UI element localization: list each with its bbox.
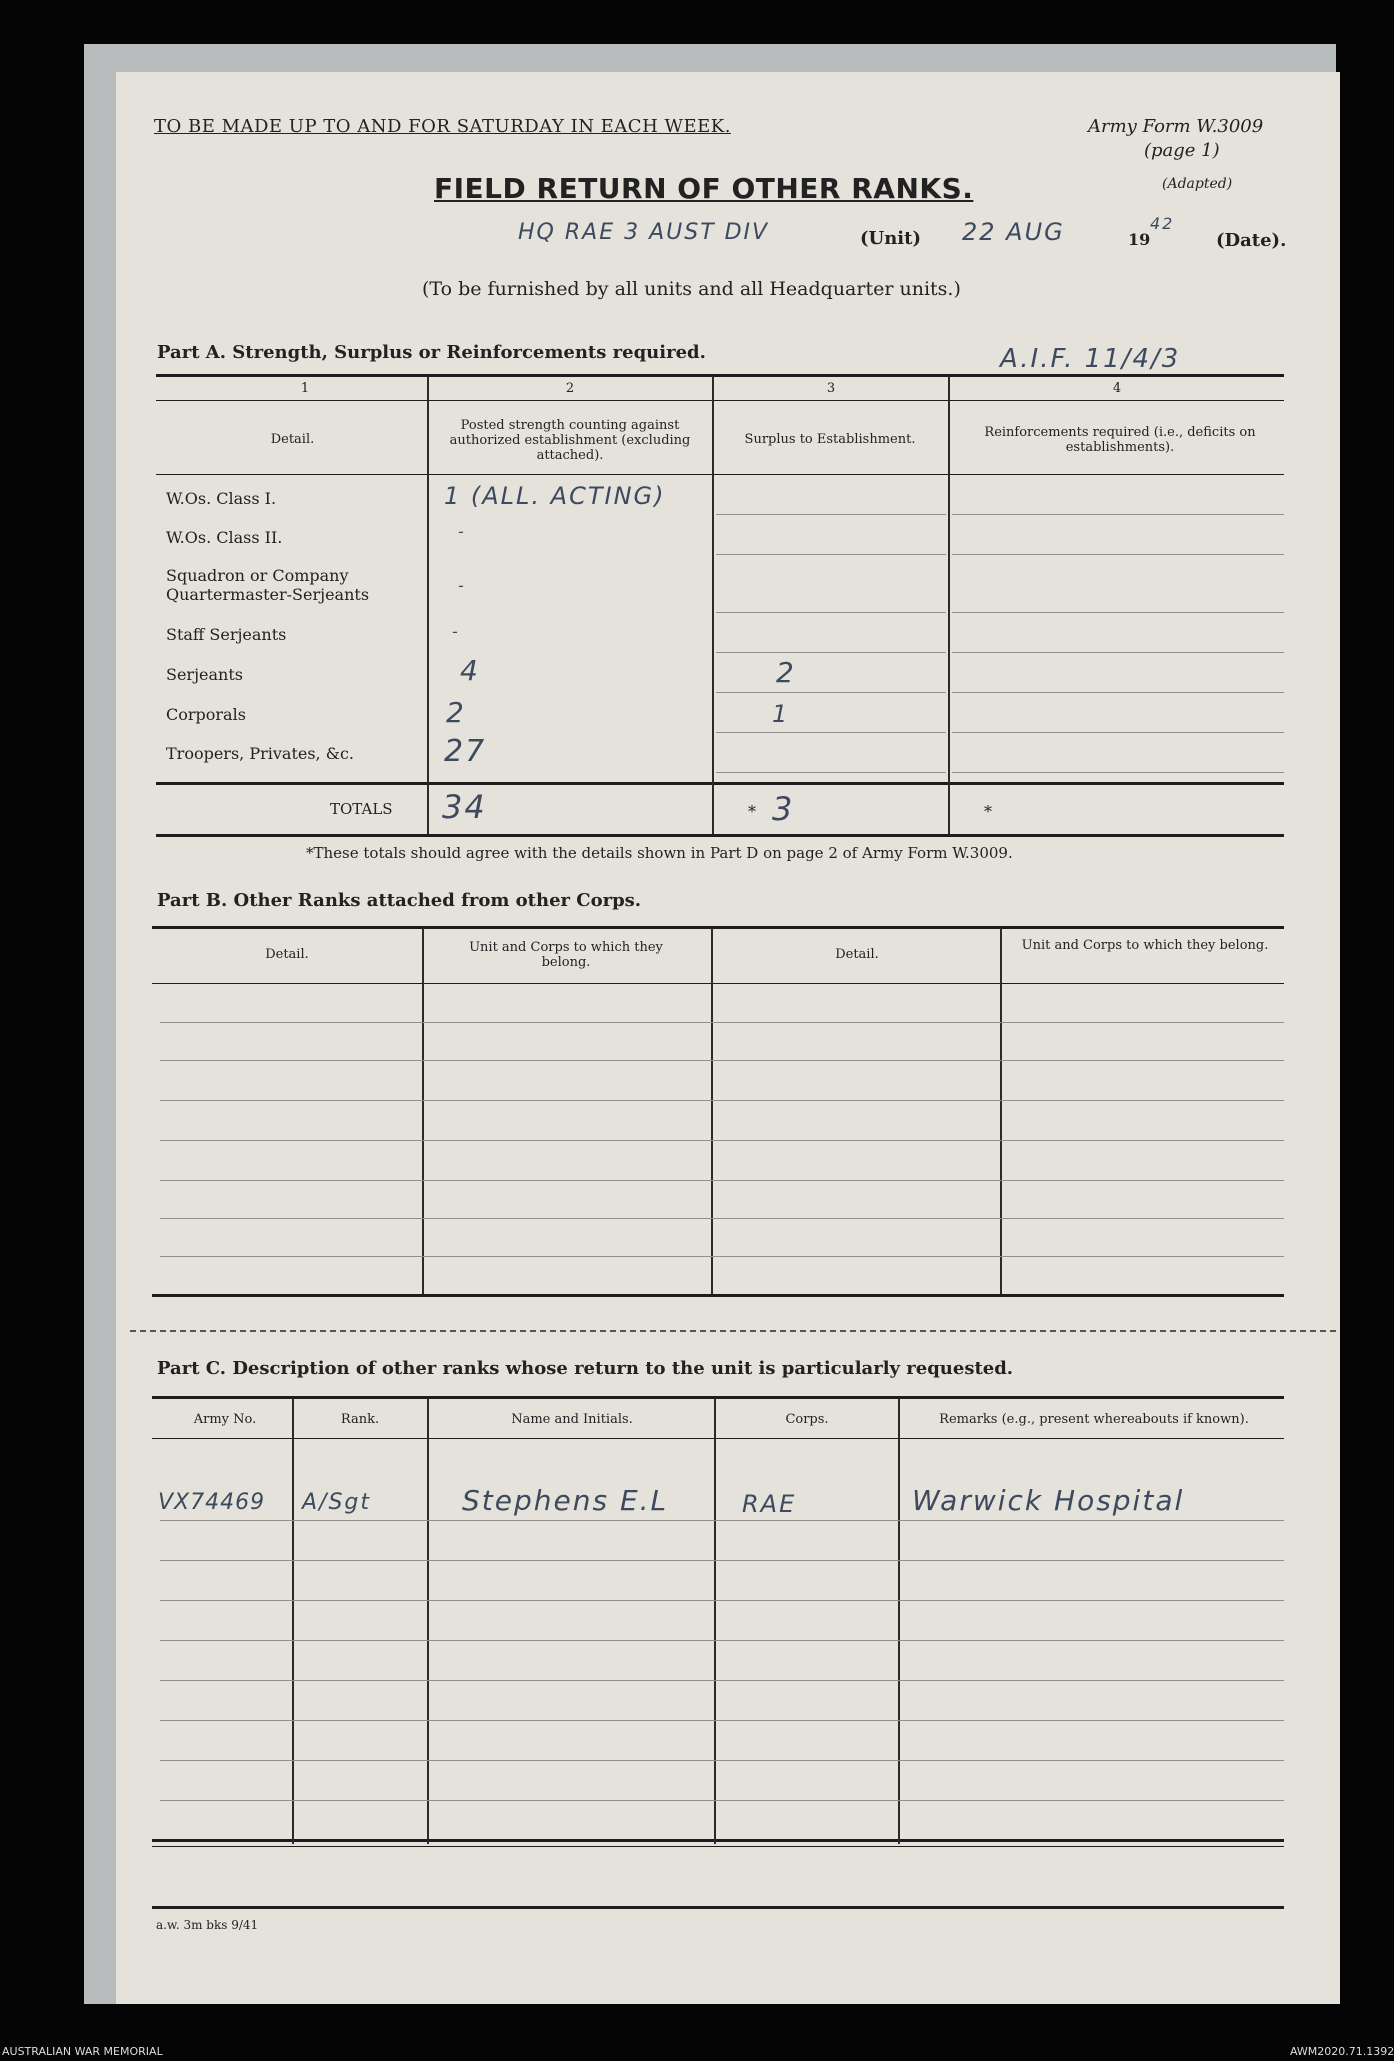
page-label: (page 1)	[1144, 140, 1220, 161]
part-b-col-unit-2: Unit and Corps to which they belong.	[1021, 938, 1269, 953]
col-num-3: 3	[826, 381, 836, 396]
handwritten-date: 22 AUG	[962, 218, 1065, 246]
entry-name: Stephens E.L	[462, 1484, 669, 1517]
part-c-col-army-no: Army No.	[193, 1412, 257, 1427]
col-num-4: 4	[1112, 381, 1122, 396]
part-a-footnote: *These totals should agree with the details shown in Part D on page 2 of Army Form W.3009.	[306, 844, 1013, 862]
row-cqms-label: Squadron or Company Quartermaster-Serjeants	[166, 566, 370, 604]
part-b-col-detail-2: Detail.	[835, 947, 879, 962]
year-prefix: 19	[1128, 230, 1151, 249]
footer-right: AWM2020.71.1392	[1290, 2045, 1394, 2058]
total-surplus: 3	[772, 790, 795, 828]
part-c-col-name: Name and Initials.	[511, 1412, 633, 1427]
furnish-note: (To be furnished by all units and all Headquarter units.)	[422, 278, 961, 300]
part-b-heading: Part B. Other Ranks attached from other Corps.	[157, 890, 642, 911]
adapted-label: (Adapted)	[1162, 176, 1233, 192]
part-a-col-reinforcements: Reinforcements required (i.e., deficits on establishments).	[984, 425, 1256, 455]
posted-staff-serjeants: -	[452, 622, 460, 641]
unit-label: (Unit)	[860, 228, 921, 249]
posted-corporals: 2	[446, 696, 466, 729]
posted-wo-class-2: -	[458, 522, 466, 541]
part-c-col-remarks: Remarks (e.g., present whereabouts if known).	[939, 1412, 1249, 1427]
reinforcements-star: *	[984, 802, 992, 821]
entry-rank: A/Sgt	[302, 1490, 372, 1515]
total-posted: 34	[442, 788, 487, 826]
row-troopers: Troopers, Privates, &c.	[166, 744, 355, 763]
handwritten-reference: A.I.F. 11/4/3	[1000, 344, 1181, 374]
handwritten-year: 42	[1150, 214, 1175, 233]
date-label: (Date).	[1216, 230, 1287, 251]
entry-remarks: Warwick Hospital	[912, 1484, 1185, 1517]
part-c-col-rank: Rank.	[340, 1412, 380, 1427]
row-staff-serjeants: Staff Serjeants	[166, 625, 287, 644]
perforation-line	[130, 1330, 1336, 1332]
col-num-1: 1	[300, 381, 310, 396]
posted-cqms: -	[458, 576, 466, 595]
form-title: FIELD RETURN OF OTHER RANKS.	[434, 172, 974, 205]
part-b-col-detail-1: Detail.	[265, 947, 309, 962]
entry-army-no: VX74469	[158, 1490, 266, 1515]
part-a-col-detail: Detail.	[270, 432, 315, 447]
totals-label: TOTALS	[330, 800, 393, 818]
row-cqms	[166, 566, 416, 604]
surplus-serjeants: 2	[776, 656, 796, 689]
part-b-col-unit-1: Unit and Corps to which they belong.	[469, 940, 663, 970]
instruction-text: TO BE MADE UP TO AND FOR SATURDAY IN EACH WEEK.	[154, 116, 731, 137]
footer-left: AUSTRALIAN WAR MEMORIAL	[2, 2045, 163, 2058]
part-a-col-posted: Posted strength counting against authorized establishment (excluding attached).	[449, 418, 691, 463]
row-wo-class-1: W.Os. Class I.	[166, 489, 277, 508]
entry-corps: RAE	[742, 1490, 797, 1518]
row-corporals: Corporals	[166, 705, 246, 724]
part-a-col-surplus: Surplus to Establishment.	[744, 432, 916, 447]
row-wo-class-2: W.Os. Class II.	[166, 528, 283, 547]
total-surplus-star: *	[748, 802, 756, 821]
part-c-heading: Part C. Description of other ranks whose return to the unit is particularly requested.	[157, 1358, 1014, 1379]
row-serjeants: Serjeants	[166, 665, 243, 684]
form-name: Army Form W.3009	[1088, 116, 1264, 137]
col-num-2: 2	[565, 381, 575, 396]
print-code: a.w. 3m bks 9/41	[156, 1918, 259, 1932]
posted-serjeants: 4	[460, 654, 480, 687]
posted-wo-class-1: 1 (ALL. ACTING)	[444, 482, 666, 510]
part-a-heading: Part A. Strength, Surplus or Reinforcements required.	[157, 342, 706, 363]
part-c-col-corps: Corps.	[785, 1412, 829, 1427]
posted-troopers: 27	[444, 734, 487, 769]
surplus-corporals: 1	[772, 700, 790, 728]
handwritten-unit: HQ RAE 3 AUST DIV	[518, 220, 770, 245]
